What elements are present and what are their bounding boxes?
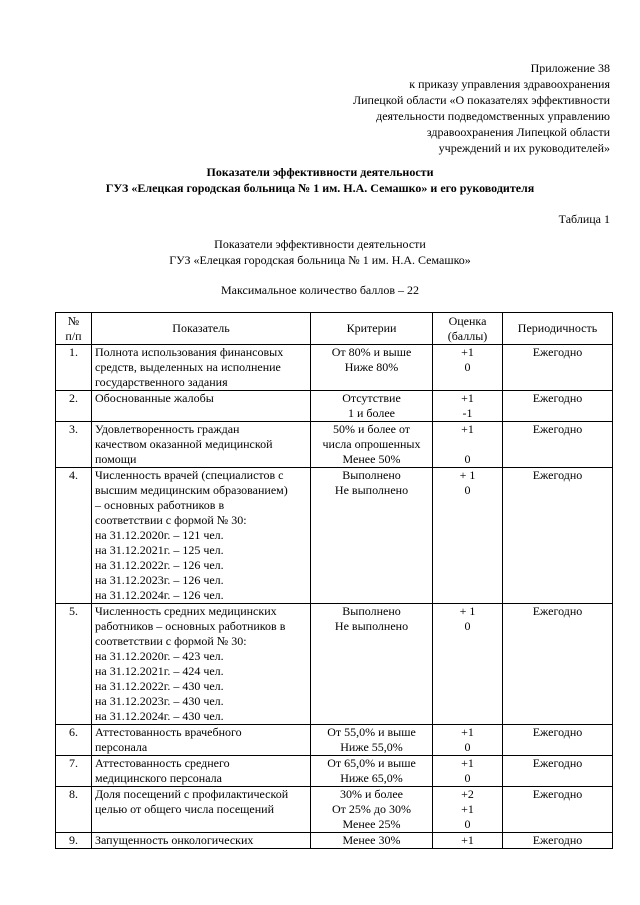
indicator-cell-line: качеством оказанной медицинской [95, 437, 273, 451]
criteria-cell-line: Не выполнено [334, 483, 409, 497]
indicator-cell [92, 604, 311, 725]
row-number: 1. [56, 345, 92, 391]
criteria-cell-line: Ниже 55,0% [340, 740, 403, 754]
indicator-cell-line: Запущенность онкологических [95, 833, 254, 847]
indicator-cell [92, 345, 311, 391]
criteria-cell-line: От 55,0% и выше [327, 725, 416, 739]
indicators-table [55, 312, 613, 849]
criteria-cell-line: 30% и более [339, 787, 403, 801]
score-cell-line: 0 [464, 452, 471, 466]
criteria-cell-line: Отсутствие [342, 391, 401, 405]
indicator-cell-line: на 31.12.2022г. – 430 чел. [95, 679, 224, 693]
score-cell-line: + 1 [459, 604, 476, 618]
score-cell [433, 468, 503, 604]
score-cell-line: 0 [464, 360, 471, 374]
score-cell-line: 0 [464, 771, 471, 785]
table-title-line: ГУЗ «Елецкая городская больница № 1 им. Н.А. Семашко» [169, 253, 471, 267]
indicator-cell-line: Доля посещений с профилактической [95, 787, 289, 801]
criteria-cell-line: От 65,0% и выше [327, 756, 416, 770]
score-cell-line: +1 [461, 833, 474, 847]
period-cell: Ежегодно [503, 391, 613, 422]
appendix-line: учреждений и их руководителей» [438, 141, 610, 155]
indicator-cell [92, 787, 311, 833]
table-body [56, 345, 613, 849]
indicator-cell-line: работников – основных работников в [95, 619, 286, 633]
indicator-cell-line: соответствии с формой № 30: [95, 634, 247, 648]
indicator-cell-line: на 31.12.2020г. – 121 чел. [95, 528, 224, 542]
header-indicator: Показатель [92, 313, 311, 345]
score-cell-line: +1 [461, 756, 474, 770]
criteria-cell-line: 50% и более от [332, 422, 411, 436]
score-cell-line: +2 [461, 787, 474, 801]
indicator-cell-line: Полнота использования финансовых [95, 345, 284, 359]
indicator-cell-line: на 31.12.2024г. – 126 чел. [95, 588, 224, 602]
table-row [56, 833, 613, 849]
header-score [433, 313, 503, 345]
table-row [56, 604, 613, 725]
document-title-line: Показатели эффективности деятельности [206, 165, 434, 179]
max-score: Максимальное количество баллов – 22 [220, 283, 420, 297]
row-number: 4. [56, 468, 92, 604]
indicator-cell [92, 756, 311, 787]
period-cell: Ежегодно [503, 833, 613, 849]
score-cell-line: + 1 [459, 468, 476, 482]
criteria-cell-line: Выполнено [342, 468, 401, 482]
criteria-cell-line: От 25% до 30% [331, 802, 411, 816]
criteria-cell-line: Не выполнено [334, 619, 409, 633]
table-label: Таблица 1 [558, 212, 610, 226]
criteria-cell [311, 391, 433, 422]
criteria-cell-line: 1 и более [347, 406, 395, 420]
score-cell-line: +1 [461, 391, 474, 405]
period-cell: Ежегодно [503, 725, 613, 756]
criteria-cell [311, 468, 433, 604]
table-row [56, 391, 613, 422]
table-title [0, 236, 640, 268]
score-cell [433, 833, 503, 849]
indicator-cell-line: медицинского персонала [95, 771, 222, 785]
header-criteria: Критерии [311, 313, 433, 345]
score-cell-line: +1 [461, 422, 474, 436]
score-cell-line: 0 [464, 740, 471, 754]
score-cell-line: +1 [461, 802, 474, 816]
header-period: Периодичность [503, 313, 613, 345]
header-num-line: п/п [65, 328, 82, 343]
period-cell: Ежегодно [503, 468, 613, 604]
table-row [56, 345, 613, 391]
row-number: 3. [56, 422, 92, 468]
criteria-cell-line: Менее 50% [342, 452, 401, 466]
indicator-cell-line: соответствии с формой № 30: [95, 513, 247, 527]
row-number: 7. [56, 756, 92, 787]
indicator-cell-line: на 31.12.2020г. – 423 чел. [95, 649, 224, 663]
appendix-line: Липецкой области «О показателях эффективности [353, 93, 610, 107]
criteria-cell-line: Менее 30% [342, 833, 401, 847]
appendix-line: деятельности подведомственных управлению [376, 109, 610, 123]
row-number: 9. [56, 833, 92, 849]
criteria-cell-line: Ниже 65,0% [340, 771, 403, 785]
period-cell: Ежегодно [503, 756, 613, 787]
score-cell-line: +1 [461, 725, 474, 739]
appendix-line: здравоохранения Липецкой области [426, 125, 610, 139]
indicator-cell-line: Численность врачей (специалистов с [95, 468, 284, 482]
table-row [56, 422, 613, 468]
document-title [0, 164, 640, 196]
appendix-line: к приказу управления здравоохранения [409, 77, 610, 91]
period-cell: Ежегодно [503, 345, 613, 391]
indicator-cell-line: высшим медицинским образованием) [95, 483, 288, 497]
criteria-cell-line: Менее 25% [342, 817, 401, 831]
criteria-cell [311, 787, 433, 833]
indicator-cell-line: на 31.12.2024г. – 430 чел. [95, 709, 224, 723]
indicator-cell-line: Аттестованность врачебного [95, 725, 242, 739]
header-num-line: № [67, 313, 80, 328]
table-row [56, 468, 613, 604]
table-row [56, 756, 613, 787]
indicator-cell [92, 422, 311, 468]
document-title-line: ГУЗ «Елецкая городская больница № 1 им. Н.А. Семашко» и его руководителя [105, 181, 535, 195]
header-score-line: (баллы) [447, 328, 488, 343]
indicator-cell-line: Аттестованность среднего [95, 756, 230, 770]
header-score-line: Оценка [448, 313, 487, 328]
period-cell: Ежегодно [503, 604, 613, 725]
criteria-cell [311, 833, 433, 849]
indicator-cell-line: на 31.12.2021г. – 424 чел. [95, 664, 224, 678]
criteria-cell-line: Выполнено [342, 604, 401, 618]
indicator-cell-line: на 31.12.2022г. – 126 чел. [95, 558, 224, 572]
indicator-cell-line: на 31.12.2023г. – 430 чел. [95, 694, 224, 708]
table-title-line: Показатели эффективности деятельности [214, 237, 426, 251]
row-number: 2. [56, 391, 92, 422]
criteria-cell [311, 756, 433, 787]
score-cell-line: -1 [462, 406, 473, 420]
indicator-cell-line: Обоснованные жалобы [95, 391, 214, 405]
criteria-cell [311, 725, 433, 756]
score-cell [433, 725, 503, 756]
indicator-cell-line: целью от общего числа посещений [95, 802, 275, 816]
appendix-line: Приложение 38 [530, 61, 610, 75]
criteria-cell [311, 345, 433, 391]
score-cell-line: 0 [464, 619, 471, 633]
score-cell [433, 787, 503, 833]
score-cell-line: +1 [461, 345, 474, 359]
criteria-cell-line: числа опрошенных [322, 437, 421, 451]
period-cell: Ежегодно [503, 787, 613, 833]
indicator-cell-line: на 31.12.2021г. – 125 чел. [95, 543, 224, 557]
indicator-cell-line: государственного задания [95, 375, 228, 389]
indicator-cell [92, 725, 311, 756]
period-cell: Ежегодно [503, 422, 613, 468]
score-cell [433, 345, 503, 391]
table-row [56, 787, 613, 833]
indicator-cell [92, 833, 311, 849]
appendix-header [310, 60, 610, 156]
indicator-cell-line: Удовлетворенность граждан [95, 422, 240, 436]
indicator-cell [92, 391, 311, 422]
score-cell-line: 0 [464, 817, 471, 831]
row-number: 6. [56, 725, 92, 756]
row-number: 8. [56, 787, 92, 833]
score-cell [433, 604, 503, 725]
score-cell-line [436, 437, 499, 452]
table-header-row [56, 313, 613, 345]
indicator-cell-line: – основных работников в [95, 498, 225, 512]
score-cell-line: 0 [464, 483, 471, 497]
indicator-cell-line: средств, выделенных на исполнение [95, 360, 281, 374]
score-cell [433, 391, 503, 422]
table-row [56, 725, 613, 756]
criteria-cell-line: От 80% и выше [331, 345, 412, 359]
score-cell [433, 422, 503, 468]
indicator-cell-line: персонала [95, 740, 148, 754]
score-cell [433, 756, 503, 787]
indicator-cell [92, 468, 311, 604]
header-num [56, 313, 92, 345]
indicator-cell-line: на 31.12.2023г. – 126 чел. [95, 573, 224, 587]
criteria-cell-line: Ниже 80% [344, 360, 399, 374]
indicator-cell-line: Численность средних медицинских [95, 604, 277, 618]
indicator-cell-line: помощи [95, 452, 137, 466]
row-number: 5. [56, 604, 92, 725]
criteria-cell [311, 422, 433, 468]
criteria-cell [311, 604, 433, 725]
